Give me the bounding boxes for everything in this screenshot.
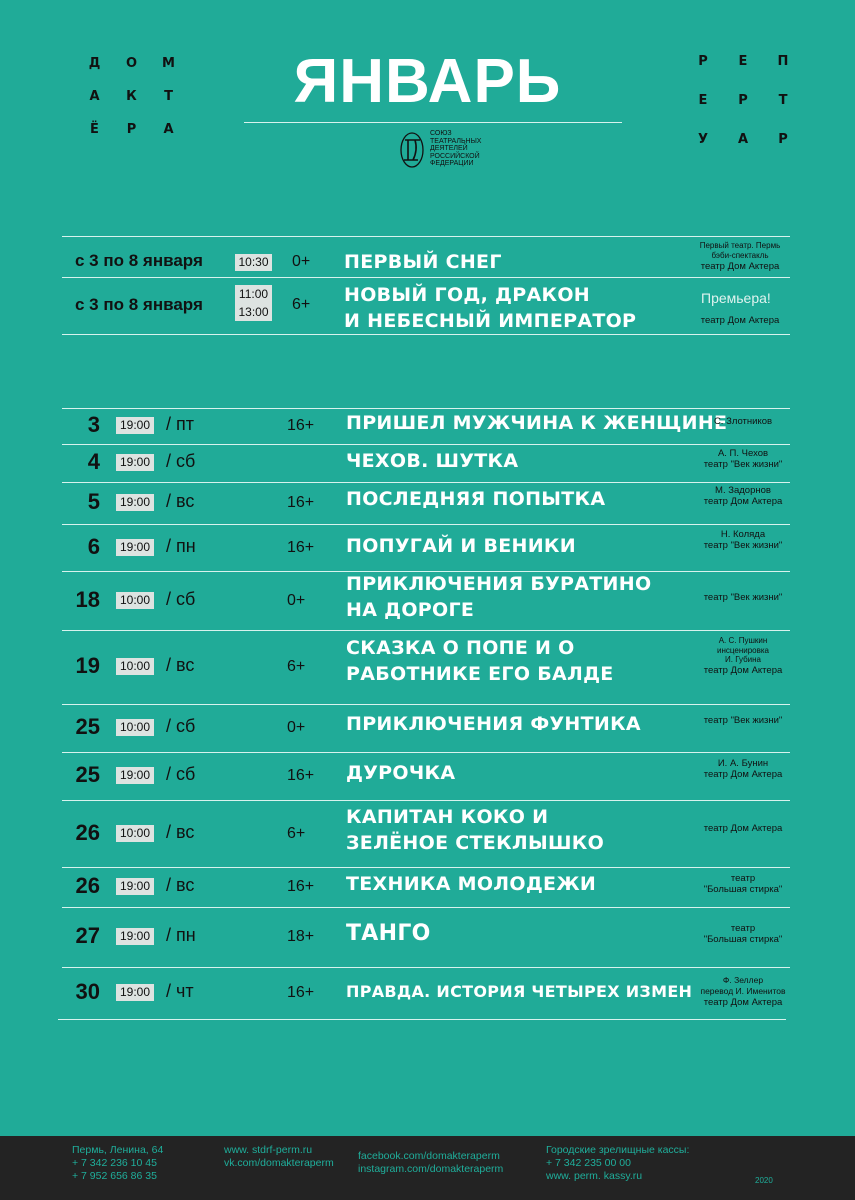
day-number: 25 xyxy=(75,762,100,787)
footer xyxy=(0,1136,855,1200)
row-divider xyxy=(62,524,790,525)
credit-line: А. С. Пушкин xyxy=(718,636,768,645)
title-line: ПОСЛЕДНЯЯ ПОПЫТКА xyxy=(346,488,606,510)
title-line: ПРАВДА. ИСТОРИЯ ЧЕТЫРЕХ ИЗМЕН xyxy=(346,982,693,1001)
title-line: НА ДОРОГЕ xyxy=(346,599,475,621)
credit-line: И. Губина xyxy=(725,655,761,664)
weekday: / вс xyxy=(166,875,195,895)
footer-web xyxy=(224,1144,334,1170)
time-value: 11:00 xyxy=(238,287,269,301)
letter: Р xyxy=(126,122,137,137)
footer-line: Городские зрелищные кассы: xyxy=(546,1144,690,1156)
union-logo xyxy=(398,130,482,174)
age-rating: 16+ xyxy=(287,984,315,1001)
day-number: 18 xyxy=(75,586,100,612)
row-divider xyxy=(62,236,790,237)
weekday: / сб xyxy=(166,451,196,471)
show-credit xyxy=(688,636,798,676)
union-line: СОЮЗ xyxy=(430,130,452,137)
title-line: РАБОТНИКЕ ЕГО БАЛДЕ xyxy=(346,663,614,685)
footer-link[interactable]: instagram.com/domakteraperm xyxy=(358,1163,504,1175)
weekday: / сб xyxy=(166,764,196,784)
show-title xyxy=(346,635,614,687)
letter: Е xyxy=(738,54,748,69)
letter: А xyxy=(163,122,174,137)
title-line: ТЕХНИКА МОЛОДЕЖИ xyxy=(346,873,597,895)
credit-line: перевод И. Именитов xyxy=(700,986,786,996)
weekday: / сб xyxy=(166,716,196,736)
credit-line: театр Дом Актера xyxy=(703,496,783,507)
credit-line: бэби-спектакль xyxy=(711,251,769,260)
footer-tickets xyxy=(546,1144,689,1183)
title-line: ПРИКЛЮЧЕНИЯ БУРАТИНО xyxy=(346,573,652,595)
show-title xyxy=(346,711,641,737)
title-line: ПРИШЕЛ МУЖЧИНА К ЖЕНЩИНЕ xyxy=(346,412,728,434)
title-line: ЧЕХОВ. ШУТКА xyxy=(346,450,519,472)
weekday: / вс xyxy=(166,821,195,842)
show-title xyxy=(346,760,455,786)
credit-line: И. А. Бунин xyxy=(717,758,769,769)
time-badge: 19:00 xyxy=(116,417,154,434)
footer-link[interactable]: facebook.com/domakteraperm xyxy=(358,1150,500,1162)
footer-year: 2020 xyxy=(755,1176,773,1185)
weekday: / сб xyxy=(166,588,196,609)
day-number: 27 xyxy=(75,923,100,948)
letter: Д xyxy=(88,56,101,71)
day-number: 30 xyxy=(75,979,100,1004)
show-title xyxy=(346,410,727,436)
time-badge xyxy=(235,285,272,321)
premiere-badge: Премьера! xyxy=(701,290,771,306)
age-rating: 16+ xyxy=(287,494,315,511)
repertuar-letters xyxy=(683,54,803,147)
age-rating: 16+ xyxy=(287,417,315,434)
title-line: ДУРОЧКА xyxy=(346,762,456,784)
letter: А xyxy=(737,132,749,147)
day-number: 26 xyxy=(75,819,100,845)
credit-line: инсценировка xyxy=(717,645,769,655)
row-divider xyxy=(62,967,790,968)
title-line: ПРИКЛЮЧЕНИЯ ФУНТИКА xyxy=(346,713,641,735)
credit-line: С. Злотников xyxy=(713,416,773,427)
union-line: ДЕЯТЕЛЕЙ xyxy=(430,145,468,152)
footer-line: Пермь, Ленина, 64 xyxy=(72,1144,164,1156)
std-emblem-icon xyxy=(398,130,428,170)
time-badge: 10:30 xyxy=(235,254,272,271)
credit-line: театр Дом Актера xyxy=(700,261,780,272)
age-rating: 16+ xyxy=(287,767,315,784)
day-number: 26 xyxy=(75,873,100,898)
age-rating: 0+ xyxy=(287,591,306,609)
day-number: 4 xyxy=(87,449,100,474)
title-line: СКАЗКА О ПОПЕ И О xyxy=(346,637,575,659)
footer-link[interactable]: vk.com/domakteraperm xyxy=(224,1157,334,1169)
date-range: с 3 по 8 января xyxy=(75,251,203,270)
show-title xyxy=(346,533,576,559)
letter: К xyxy=(126,89,137,104)
time-badge: 19:00 xyxy=(116,767,154,784)
footer-line: + 7 342 236 10 45 xyxy=(72,1157,157,1169)
footer-line: + 7 952 656 86 35 xyxy=(72,1170,157,1182)
title-line: ЗЕЛЁНОЕ СТЕКЛЫШКО xyxy=(346,832,605,854)
show-title xyxy=(346,804,604,856)
show-credit xyxy=(688,448,798,470)
credit-line: театр xyxy=(730,923,756,934)
credit-line: театр xyxy=(730,873,756,884)
row-divider xyxy=(62,867,790,868)
credit-line: театр Дом Актера xyxy=(703,997,783,1008)
age-rating: 18+ xyxy=(287,928,315,945)
title-line: НОВЫЙ ГОД, ДРАКОН xyxy=(344,284,590,306)
letter: Р xyxy=(738,93,748,108)
page-title: ЯНВАРЬ xyxy=(293,47,562,116)
footer-link[interactable]: www. perm. kassy.ru xyxy=(546,1170,643,1182)
row-divider xyxy=(62,334,790,335)
day-number: 5 xyxy=(87,489,100,514)
credit-line: Н. Коляда xyxy=(720,529,766,540)
union-name xyxy=(430,130,510,168)
row-divider xyxy=(62,704,790,705)
row-divider xyxy=(62,482,790,483)
footer-social xyxy=(358,1150,503,1176)
show-title xyxy=(346,571,651,623)
age-rating: 0+ xyxy=(292,253,311,270)
show-credit xyxy=(690,241,790,273)
credit-line: М. Задорнов xyxy=(715,485,771,496)
time-badge: 10:00 xyxy=(116,658,154,675)
credit-line: А. П. Чехов xyxy=(717,448,769,459)
credit-line: театр Дом Актера xyxy=(703,664,783,676)
age-rating: 0+ xyxy=(287,719,306,736)
row-divider xyxy=(62,752,790,753)
show-title xyxy=(346,448,518,474)
credit-line: "Большая стирка" xyxy=(703,884,783,895)
title-line: ТАНГО xyxy=(346,921,431,946)
show-credit xyxy=(688,715,798,726)
day-number: 3 xyxy=(87,412,100,437)
credit-line: Ф. Зеллер xyxy=(722,975,764,985)
credit-line: "Большая стирка" xyxy=(703,934,783,945)
weekday: / вс xyxy=(166,655,195,675)
show-credit xyxy=(688,873,798,895)
show-credit xyxy=(688,758,798,780)
row-divider xyxy=(62,444,790,445)
time-badge: 19:00 xyxy=(116,494,154,511)
show-credit xyxy=(688,485,798,507)
row-divider xyxy=(58,1019,786,1020)
age-rating: 16+ xyxy=(287,538,315,556)
time-badge: 19:00 xyxy=(116,539,154,556)
letter: Р xyxy=(778,132,788,147)
show-credit xyxy=(688,975,798,1008)
credit-line: театр "Век жизни" xyxy=(703,459,783,470)
footer-line: + 7 342 235 00 00 xyxy=(546,1157,631,1169)
weekday: / пн xyxy=(166,535,196,556)
show-title xyxy=(346,921,431,947)
age-rating: 16+ xyxy=(287,878,315,895)
credit-line: театр Дом Актера xyxy=(703,769,783,780)
footer-link[interactable]: www. stdrf-perm.ru xyxy=(224,1144,313,1156)
time-badge: 19:00 xyxy=(116,878,154,895)
time-badge: 19:00 xyxy=(116,928,154,945)
time-badge: 10:00 xyxy=(116,592,154,609)
time-badge: 10:00 xyxy=(116,719,154,736)
union-line: ФЕДЕРАЦИИ xyxy=(430,160,474,167)
row-divider xyxy=(62,408,790,409)
credit-line: театр "Век жизни" xyxy=(703,592,783,603)
show-credit: театр Дом Актера xyxy=(700,315,780,326)
footer-address xyxy=(72,1144,163,1183)
day-number: 6 xyxy=(87,533,100,559)
title-line: КАПИТАН КОКО И xyxy=(346,806,549,828)
weekday: / пт xyxy=(166,414,194,434)
show-title xyxy=(346,486,605,512)
time-badge: 19:00 xyxy=(116,984,154,1001)
letter: У xyxy=(697,132,709,147)
credit-line: театр Дом Актера xyxy=(703,823,783,834)
union-line: ТЕАТРАЛЬНЫХ xyxy=(430,137,482,145)
show-title xyxy=(344,282,636,334)
letter: М xyxy=(162,56,175,71)
day-number: 25 xyxy=(75,714,100,739)
letter: П xyxy=(777,54,789,69)
show-credit xyxy=(688,592,798,603)
time-value: 13:00 xyxy=(238,305,269,319)
show-credit xyxy=(688,923,798,945)
weekday: / вс xyxy=(166,491,195,511)
credit-line: Первый театр. Пермь xyxy=(699,241,781,250)
show-title xyxy=(346,979,692,1005)
show-title: ПЕРВЫЙ СНЕГ xyxy=(344,251,502,273)
row-divider xyxy=(62,800,790,801)
age-rating: 6+ xyxy=(287,824,306,842)
show-credit xyxy=(688,529,798,551)
union-line: РОССИЙСКОЙ xyxy=(430,152,480,160)
row-divider xyxy=(62,907,790,908)
letter: О xyxy=(125,56,138,71)
time-badge: 10:00 xyxy=(116,825,154,842)
time-badge: 19:00 xyxy=(116,454,154,471)
age-rating: 6+ xyxy=(287,658,306,675)
row-divider xyxy=(62,277,790,278)
credit-line: театр "Век жизни" xyxy=(703,540,783,551)
letter: Ё xyxy=(90,122,99,137)
letter: Т xyxy=(778,93,788,108)
row-divider xyxy=(62,630,790,631)
letter: Т xyxy=(164,89,173,104)
age-rating: 6+ xyxy=(292,296,311,313)
day-number: 19 xyxy=(75,653,100,678)
title-divider xyxy=(244,122,622,123)
credit-line: театр "Век жизни" xyxy=(703,715,783,726)
letter: Е xyxy=(698,93,708,108)
show-credit xyxy=(688,416,798,427)
title-line: И НЕБЕСНЫЙ ИМПЕРАТОР xyxy=(344,310,637,332)
weekday: / чт xyxy=(166,981,194,1001)
date-range: с 3 по 8 января xyxy=(75,295,203,314)
letter: А xyxy=(89,89,100,104)
letter: Р xyxy=(698,54,708,69)
title-line: ПОПУГАЙ И ВЕНИКИ xyxy=(346,535,576,557)
show-title xyxy=(346,871,596,897)
weekday: / пн xyxy=(166,925,196,945)
show-credit xyxy=(688,823,798,834)
